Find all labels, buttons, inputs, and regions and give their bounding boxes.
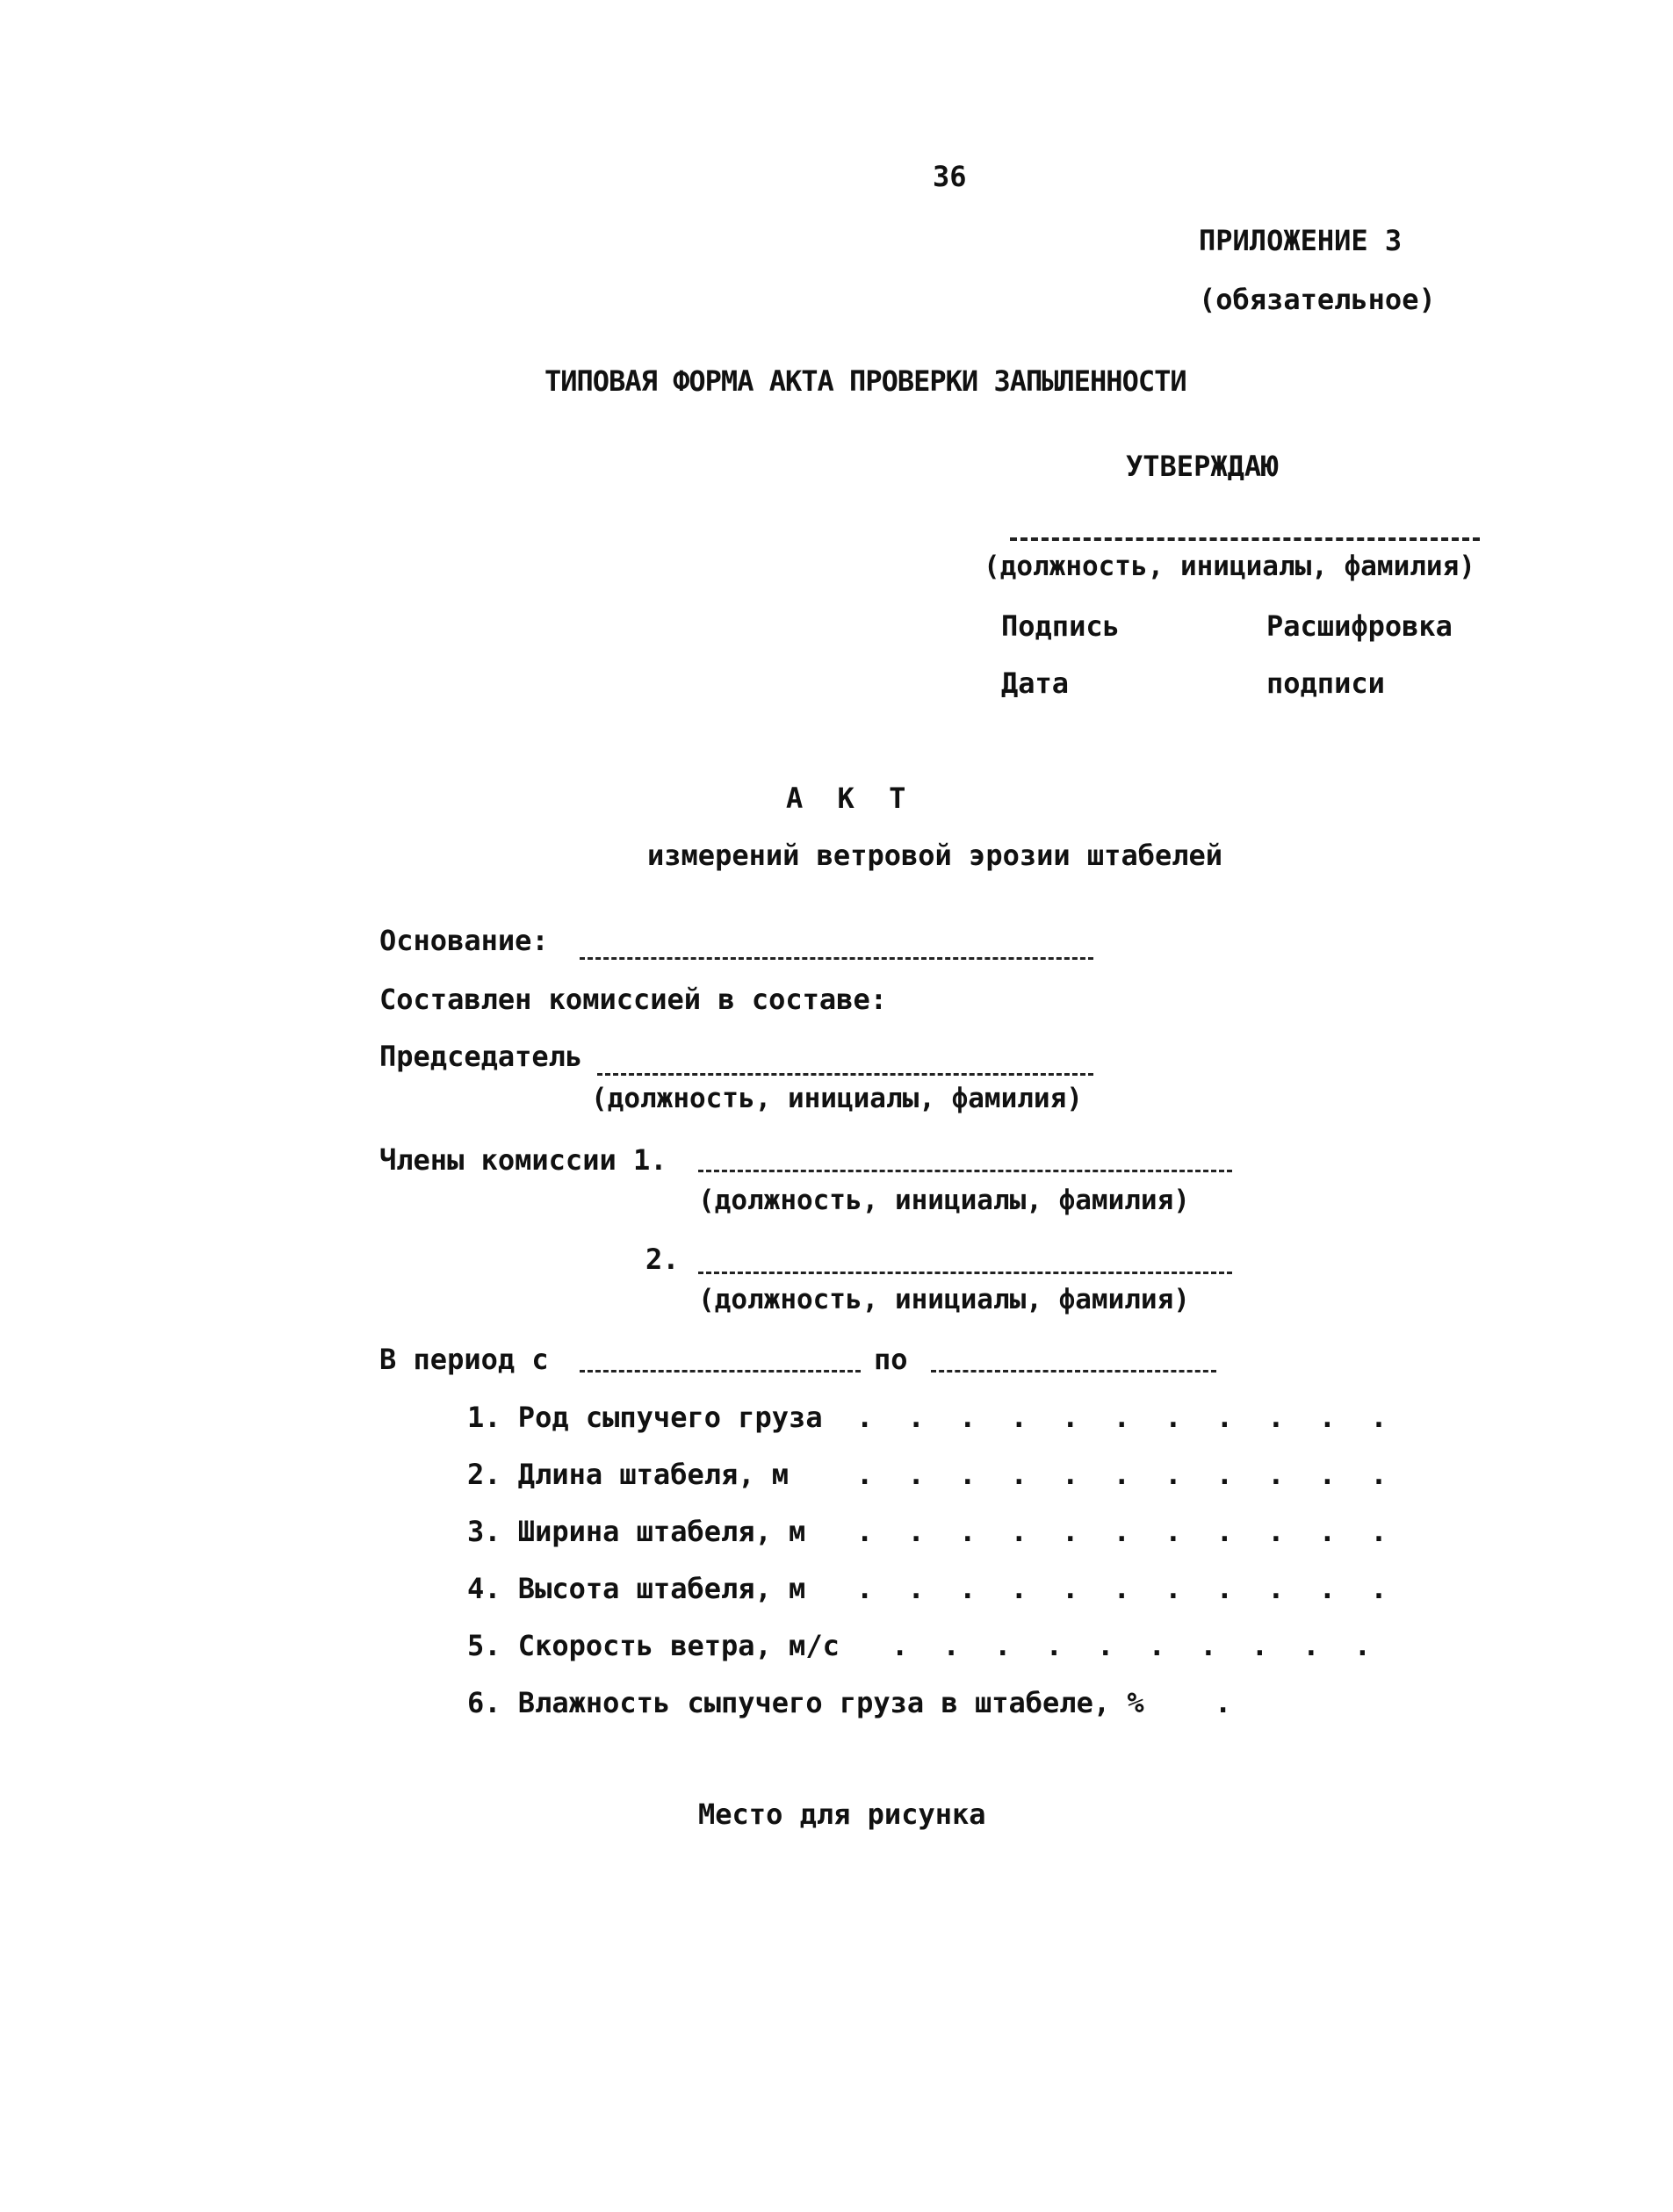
member2-caption: (должность, инициалы, фамилия) bbox=[698, 1284, 1190, 1315]
approval-signature-line bbox=[1010, 537, 1480, 541]
signature-word: подписи bbox=[1266, 666, 1385, 700]
period-to-field-line bbox=[931, 1370, 1216, 1373]
period-from-label: В период с bbox=[379, 1343, 549, 1376]
chairman-label: Председатель bbox=[379, 1040, 583, 1073]
members-label: Члены комиссии 1. bbox=[379, 1143, 667, 1177]
appendix-title: ПРИЛОЖЕНИЕ 3 bbox=[1199, 224, 1403, 257]
item-4-dots: . . . . . . . . . . . bbox=[856, 1572, 1396, 1605]
period-to-label: по bbox=[874, 1343, 908, 1376]
basis-label: Основание: bbox=[379, 924, 549, 957]
member2-label: 2. bbox=[645, 1243, 680, 1276]
member1-field-line bbox=[698, 1170, 1232, 1172]
figure-placeholder: Место для рисунка bbox=[698, 1798, 986, 1831]
appendix-note: (обязательное) bbox=[1199, 283, 1436, 316]
basis-field-line bbox=[580, 957, 1093, 960]
date-label: Дата bbox=[1001, 666, 1070, 700]
item-6-dots: . bbox=[1215, 1686, 1241, 1719]
item-6-label: 6. Влажность сыпучего груза в штабеле, % bbox=[467, 1686, 1144, 1719]
member2-field-line bbox=[698, 1272, 1232, 1274]
approve-label: УТВЕРЖДАЮ bbox=[1126, 450, 1279, 483]
page-number: 36 bbox=[933, 160, 967, 193]
act-subtitle: измерений ветровой эрозии штабелей bbox=[647, 839, 1223, 872]
item-1-label: 1. Род сыпучего груза bbox=[467, 1401, 823, 1434]
item-1-dots: . . . . . . . . . . . bbox=[856, 1401, 1396, 1434]
approval-position-caption: (должность, инициалы, фамилия) bbox=[984, 551, 1475, 582]
item-2-label: 2. Длина штабеля, м bbox=[467, 1458, 790, 1491]
commission-label: Составлен комиссией в составе: bbox=[379, 983, 887, 1016]
item-2-dots: . . . . . . . . . . . bbox=[856, 1458, 1396, 1491]
item-5-dots: . . . . . . . . . . bbox=[891, 1629, 1381, 1662]
item-4-label: 4. Высота штабеля, м bbox=[467, 1572, 806, 1605]
chairman-caption: (должность, инициалы, фамилия) bbox=[591, 1083, 1083, 1114]
item-3-dots: . . . . . . . . . . . bbox=[856, 1515, 1396, 1548]
form-title: ТИПОВАЯ ФОРМА АКТА ПРОВЕРКИ ЗАПЫЛЕННОСТИ bbox=[544, 364, 1186, 398]
signature-label: Подпись bbox=[1001, 609, 1120, 643]
item-5-label: 5. Скорость ветра, м/с bbox=[467, 1629, 840, 1662]
decoding-label: Расшифровка bbox=[1266, 609, 1453, 643]
act-title: А К Т bbox=[786, 782, 915, 815]
item-3-label: 3. Ширина штабеля, м bbox=[467, 1515, 806, 1548]
chairman-field-line bbox=[597, 1073, 1093, 1076]
member1-caption: (должность, инициалы, фамилия) bbox=[698, 1185, 1190, 1216]
period-from-field-line bbox=[580, 1370, 861, 1373]
